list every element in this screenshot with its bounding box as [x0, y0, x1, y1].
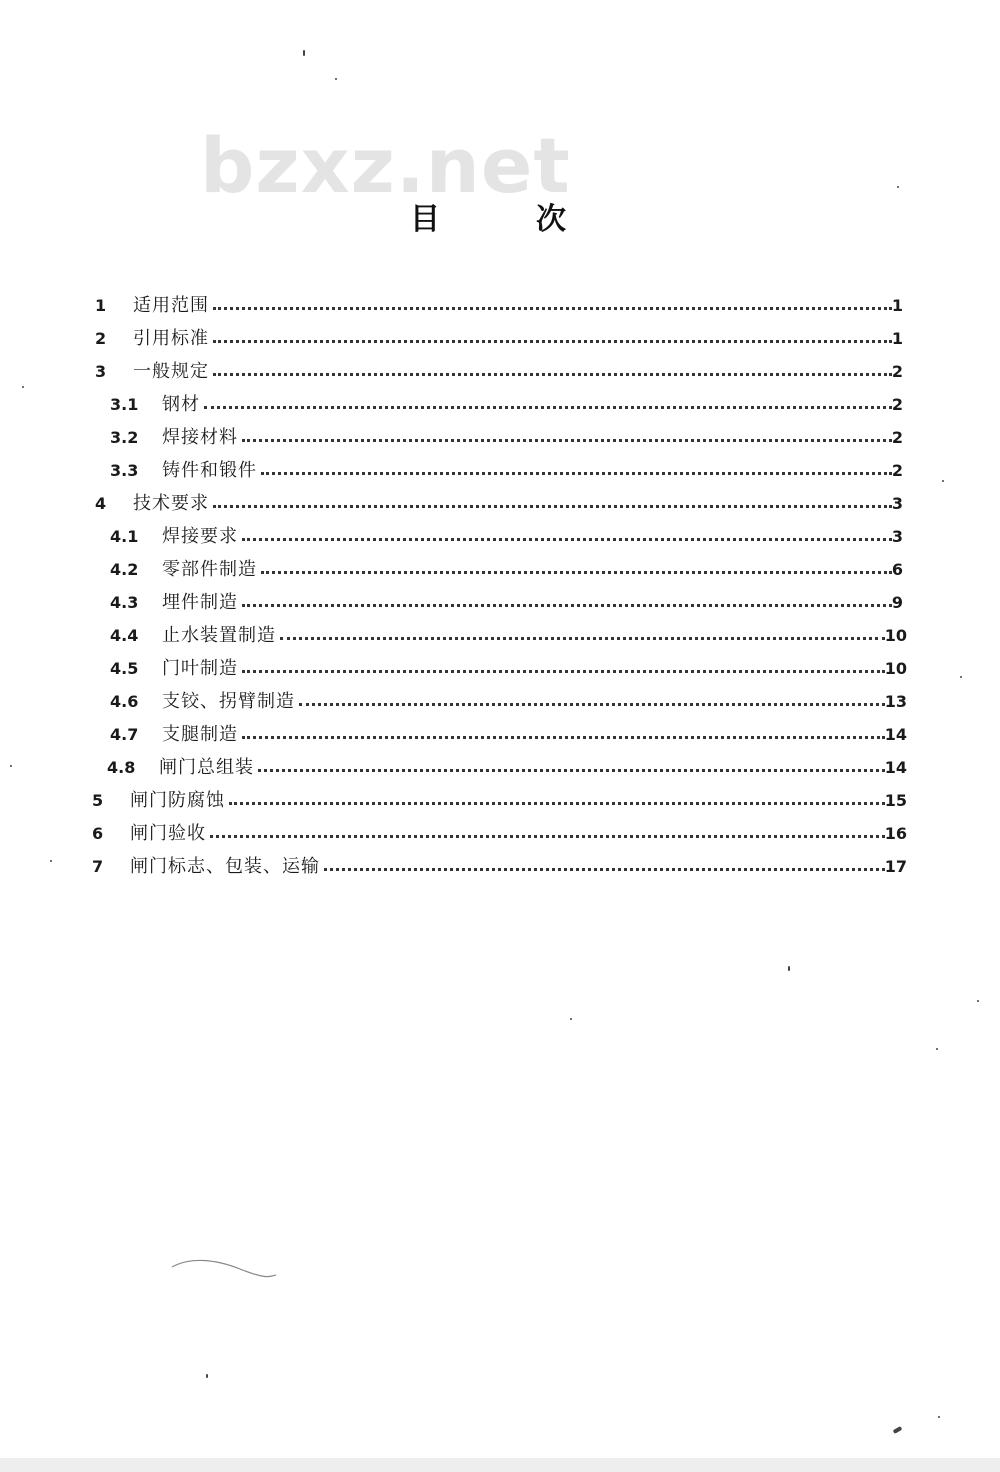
scan-speck: [893, 1426, 903, 1434]
toc-leader-dots: [280, 619, 885, 652]
toc-entry-label: 钢材: [162, 394, 200, 415]
toc-leader-dots: [261, 454, 892, 487]
toc-entry-page: 2: [891, 461, 903, 480]
pencil-mark: [170, 1255, 280, 1285]
toc-entry-number: 3: [95, 362, 107, 381]
scan-speck: [960, 676, 962, 678]
toc-entry[interactable]: [95, 487, 903, 520]
toc-entry[interactable]: [110, 586, 903, 619]
toc-entry-label: 铸件和锻件: [162, 460, 257, 481]
toc-leader-dots: [213, 289, 892, 322]
toc-entry-number: 4.4: [110, 626, 139, 645]
toc-entry-number: 1: [95, 296, 107, 315]
scan-speck: [938, 1416, 940, 1418]
toc-entry-label: 一般规定: [133, 361, 209, 382]
title-char-2: 次: [536, 202, 566, 237]
toc-entry[interactable]: [110, 619, 907, 652]
toc-entry-number: 4.7: [110, 725, 139, 744]
toc-entry-page: 3: [891, 494, 903, 513]
toc-entry-number: 4.2: [110, 560, 139, 579]
toc-entry-number: 6: [92, 824, 104, 843]
toc-entry[interactable]: [110, 454, 903, 487]
toc-leader-dots: [242, 421, 892, 454]
watermark: bzxz.net: [200, 121, 571, 210]
toc-entry-label: 支腿制造: [162, 724, 238, 745]
toc-entry-page: 2: [891, 362, 903, 381]
toc-entry-label: 闸门防腐蚀: [130, 790, 225, 811]
toc-entry[interactable]: [110, 421, 903, 454]
scan-speck: [206, 1374, 208, 1378]
toc-leader-dots: [258, 751, 885, 784]
scan-speck: [977, 1000, 979, 1002]
toc-leader-dots: [261, 553, 892, 586]
toc-entry-number: 3.2: [110, 428, 139, 447]
toc-entry-label: 焊接要求: [162, 526, 238, 547]
toc-entry-number: 4.3: [110, 593, 139, 612]
toc-entry-number: 4.1: [110, 527, 139, 546]
scan-speck: [50, 860, 52, 862]
toc-entry-page: 9: [891, 593, 903, 612]
toc-entry-page: 2: [891, 428, 903, 447]
toc-entry-label: 焊接材料: [162, 427, 238, 448]
scan-speck: [788, 966, 790, 971]
toc-entry-page: 15: [884, 791, 907, 810]
toc-entry-page: 10: [884, 626, 907, 645]
scan-speck: [897, 186, 899, 188]
toc-entry-number: 5: [92, 791, 104, 810]
toc-entry[interactable]: [110, 685, 907, 718]
toc-entry-label: 零部件制造: [162, 559, 257, 580]
toc-entry[interactable]: [92, 784, 907, 817]
scan-speck: [570, 1018, 572, 1020]
toc-entry[interactable]: [95, 355, 903, 388]
toc-leader-dots: [242, 520, 892, 553]
scan-speck: [22, 386, 24, 388]
toc-leader-dots: [324, 850, 885, 883]
toc-entry-label: 支铰、拐臂制造: [162, 691, 295, 712]
toc-entry-label: 闸门标志、包装、运输: [130, 856, 320, 877]
toc-entry[interactable]: [110, 718, 907, 751]
toc-entry-page: 1: [891, 329, 903, 348]
toc-entry-label: 埋件制造: [162, 592, 238, 613]
toc-entry-number: 2: [95, 329, 107, 348]
scan-speck: [335, 78, 337, 80]
toc-entry-page: 14: [884, 758, 907, 777]
scan-speck: [942, 480, 944, 482]
title-char-1: 目: [410, 202, 440, 237]
toc-entry-page: 2: [891, 395, 903, 414]
toc-entry[interactable]: [110, 652, 907, 685]
toc-leader-dots: [213, 487, 892, 520]
toc-entry-page: 3: [891, 527, 903, 546]
toc-entry[interactable]: [107, 751, 907, 784]
toc-entry-label: 闸门总组装: [159, 757, 254, 778]
toc-entry-label: 适用范围: [133, 295, 209, 316]
page-title: [0, 200, 1000, 240]
toc-entry[interactable]: [92, 817, 907, 850]
toc-entry-number: 4: [95, 494, 107, 513]
toc-entry-number: 3.1: [110, 395, 139, 414]
toc-entry[interactable]: [110, 553, 903, 586]
toc-entry-label: 止水装置制造: [162, 625, 276, 646]
toc-entry-page: 14: [884, 725, 907, 744]
toc-entry-label: 门叶制造: [162, 658, 238, 679]
scan-speck: [303, 50, 305, 56]
toc-entry-number: 4.5: [110, 659, 139, 678]
toc-leader-dots: [299, 685, 885, 718]
toc-leader-dots: [213, 322, 892, 355]
toc-entry[interactable]: [92, 850, 907, 883]
scan-speck: [936, 1048, 938, 1050]
toc-entry-page: 16: [884, 824, 907, 843]
scan-speck: [10, 765, 12, 767]
toc-entry-page: 13: [884, 692, 907, 711]
toc-leader-dots: [242, 718, 885, 751]
toc-entry-number: 4.6: [110, 692, 139, 711]
scan-edge-band: [0, 1458, 1000, 1472]
toc-leader-dots: [242, 586, 892, 619]
toc-leader-dots: [210, 817, 885, 850]
toc-entry-page: 17: [884, 857, 907, 876]
toc-leader-dots: [213, 355, 892, 388]
toc-entry[interactable]: [95, 289, 903, 322]
toc-entry-number: 3.3: [110, 461, 139, 480]
toc-entry-label: 闸门验收: [130, 823, 206, 844]
toc-entry-label: 引用标准: [133, 328, 209, 349]
toc-entry-page: 1: [891, 296, 903, 315]
toc-leader-dots: [204, 388, 892, 421]
toc-leader-dots: [229, 784, 885, 817]
toc-entry[interactable]: [110, 388, 903, 421]
toc-entry-number: 4.8: [107, 758, 136, 777]
toc-entry-number: 7: [92, 857, 104, 876]
toc-entry-page: 10: [884, 659, 907, 678]
toc-entry-label: 技术要求: [133, 493, 209, 514]
toc-entry[interactable]: [95, 322, 903, 355]
toc-leader-dots: [242, 652, 885, 685]
toc-entry[interactable]: [110, 520, 903, 553]
toc-entry-page: 6: [891, 560, 903, 579]
